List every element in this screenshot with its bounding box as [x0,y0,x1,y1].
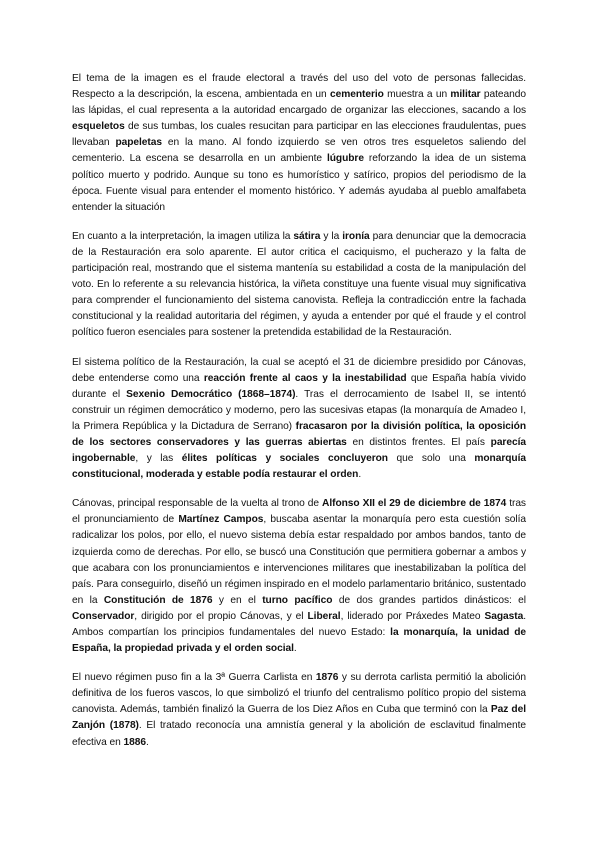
paragraph [72,71,526,216]
text-run: . Tras el derrocamiento de Isabel II, se intentó construir un régimen democrático y moderno, pero las sucesivas etapas (la monarquía de Amadeo I, la Primera República y la Dictadura de Serrano) [72,388,527,432]
bold-text: la monarquía, la unidad de España, la propiedad privada y el orden social [72,627,527,655]
bold-text: Conservador [72,610,135,622]
text-run: que España había vivido durante el [72,372,527,400]
text-run: . Ambos compartían los principios fundamentales del nuevo Estado: [72,610,527,638]
text-run: En cuanto a la interpretación, la imagen utiliza la [72,230,294,242]
bold-text: turno pacífico [262,594,333,606]
text-run: , liderado por Práxedes Mateo [340,610,485,622]
text-run: reforzando la idea de un sistema político muerto y podrido. Aunque su tono es humorístico y satírico, propios del periodismo de la época. Fuente visual para entender el momento histórico. Y además ayudaba al pueblo amalfabeta entender la situación [72,153,526,213]
bold-text: ironía [342,230,370,242]
bold-text: 1886 [123,736,146,748]
bold-text: Sagasta [484,610,524,622]
bold-text: cementerio [329,89,384,101]
bold-text: sátira [293,230,321,242]
text-run: en la mano. Al fondo izquierdo se ven otros tres esqueletos saliendo del cementerio. La escena se desarrolla en un ambiente [72,137,526,165]
bold-text: papeletas [115,137,162,149]
text-run: de sus tumbas, los cuales resucitan para participar en las elecciones fraudulentas, pues llevaban [72,121,526,149]
bold-text: élites políticas y sociales concluyeron [181,453,388,465]
text-run: , y las [135,453,182,465]
text-run: y en el [212,594,263,606]
text-run: . [358,469,362,481]
text-run: y la [320,230,343,242]
text-run: , buscaba asentar la monarquía pero esta cuestión solía radicalizar los polos, por ello, el nuevo sistema debía estar respaldado por ambos bandos, tanto de izquierda como de derechas. Por ello, se buscó una Constitución que permitiera gobernar a ambos y que acabara con los pronunciamientos e intervenciones militares que inestabilizaban la política del país. Para conseguirlo, diseñó un régimen inspirado en el modelo parlamentario británico, sustentado en la [72,514,526,606]
text-run: tras el pronunciamiento de [72,498,526,526]
bold-text: militar [450,89,481,101]
bold-text: Liberal [307,610,341,622]
bold-text: monarquía constitucional, moderada y estable podía restaurar el orden [72,453,526,481]
text-run: El nuevo régimen puso fin a la 3ª Guerra Carlista en [72,672,316,684]
text-run: El sistema político de la Restauración, la cual se aceptó el 31 de diciembre presidido por Cánovas, debe entenderse como una [72,356,526,384]
text-run: en distintos frentes. El país [346,436,491,448]
paragraph [72,229,526,342]
bold-text: parecía ingobernable [72,436,526,465]
bold-text: Constitución de 1876 [103,594,213,606]
bold-text: lúgubre [326,153,364,165]
text-run: , dirigido por el propio Cánovas, y el [134,610,308,622]
document-body [72,71,526,764]
text-run: El tema de la imagen es el fraude electoral a través del uso del voto de personas fallecidas. Respecto a la descripción, la escena, ambientada en un [72,73,526,101]
text-run: Cánovas, principal responsable de la vuelta al trono de [72,498,323,510]
text-run: . [293,643,297,655]
paragraph [72,355,526,484]
bold-text: Alfonso XII el 29 de diciembre de 1874 [322,498,507,510]
bold-text: reacción frente al caos y la inestabilidad [203,372,407,384]
bold-text: Sexenio Democrático (1868–1874) [126,388,296,400]
paragraph [72,496,526,657]
bold-text: fracasaron por la división política, la oposición de los sectores conservadores y las guerras abiertas [72,420,526,448]
text-run: de dos grandes partidos dinásticos: el [332,594,527,606]
text-run: . El tratado reconocía una amnistía general y la abolición de esclavitud finalmente efectiva en [72,720,526,748]
bold-text: Paz del Zanjón (1878) [72,704,526,732]
text-run: y su derrota carlista permitió la abolición definitiva de los fueros vascos, lo que simbolizó el triunfo del centralismo político propio del sistema canovista. Además, también finalizó la Guerra de los Diez Años en Cuba que terminó con la [72,672,526,716]
text-run: . [145,736,149,748]
bold-text: 1876 [315,672,339,684]
paragraph [72,670,526,750]
bold-text: Martínez Campos [178,514,264,526]
text-run: que solo una [387,453,475,465]
text-run: pateando las lápidas, el cual representa a la autoridad encargado de organizar las elecciones, sacando a los [72,89,527,117]
text-run: para denunciar que la democracia de la Restauración era solo aparente. El autor critica el caciquismo, el pucherazo y la falta de participación real, mostrando que el sistema mantenía su estabilidad a costa de la manipulación del voto. En lo referente a su relevancia histórica, la viñeta constituye una fuente visual muy significativa para comprender el funcionamiento del sistema canovista. Refleja la contradicción entre la fachada constitucional y la realidad autoritaria del régimen, y ayuda a entender por qué el fraude y el control político fueron esenciales para sostener la pretendida estabilidad de la Restauración. [72,230,526,339]
bold-text: esqueletos [72,121,125,133]
text-run: muestra a un [383,89,451,101]
